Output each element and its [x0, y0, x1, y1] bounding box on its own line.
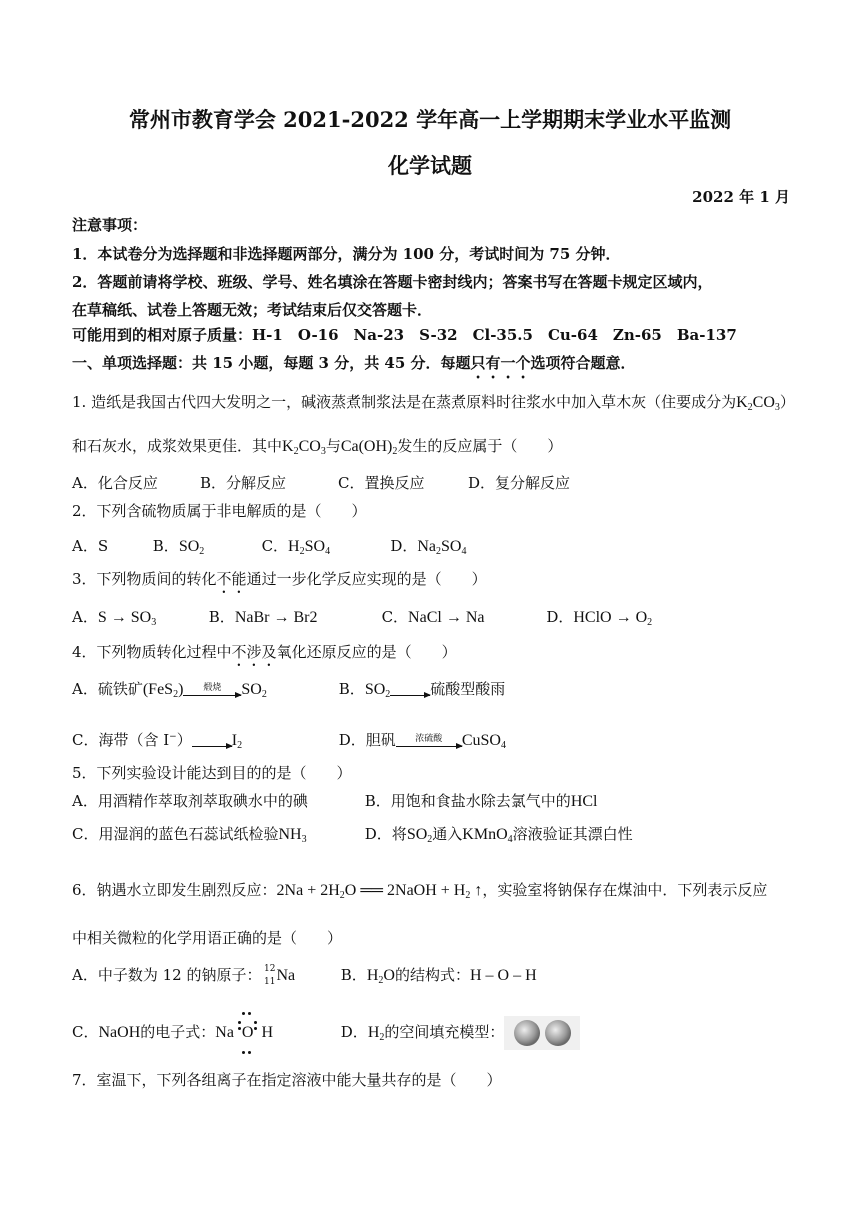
q6-option-b-label: B． [340, 966, 367, 984]
q4-stem [72, 641, 457, 670]
q3-option-d-label: D． [546, 608, 574, 626]
q6-option-b[interactable] [341, 962, 537, 994]
q4-option-c[interactable] [72, 722, 334, 761]
q6-options-row1 [72, 962, 537, 994]
q1-option-d[interactable]: D．复分解反应 [468, 474, 571, 492]
q4-option-b[interactable] [339, 674, 506, 710]
q5-formula-kmno4: KMnO$_4$ [462, 826, 513, 845]
q5-options-row1 [72, 790, 597, 813]
q1-line2-a: 和石灰水，成浆效果更佳．其中 [72, 437, 283, 455]
q1-option-b[interactable]: B．分解反应 [200, 474, 287, 492]
q6-option-c[interactable] [72, 1013, 336, 1052]
q6-option-b-mid: 的结构式： [394, 966, 470, 984]
q4-stem-a: 4．下列物质转化过程中 [72, 643, 232, 661]
q4-arrow-d-line [396, 746, 462, 747]
q2-options [72, 535, 466, 563]
q6-option-d-mid: 的空间填充模型： [384, 1023, 505, 1041]
q6-mass-number: 12 [264, 964, 276, 974]
q4-option-a-label: A．硫铁矿 [72, 680, 143, 698]
q4-formula-cuso4: CuSO$_4$ [461, 732, 506, 751]
h2-atom-left [514, 1020, 540, 1046]
q4-arrow-a-line [183, 695, 241, 696]
q3-option-a[interactable] [72, 606, 204, 634]
q2-stem: 2．下列含硫物质属于非电解质的是（ ） [72, 502, 367, 520]
q6-option-c-label: C． [72, 1023, 99, 1041]
q1-line2-b: 与 [325, 437, 341, 455]
q2-option-a[interactable]: A．S [72, 537, 109, 555]
q3-option-b[interactable] [209, 606, 377, 629]
q4-option-d-label: D．胆矾 [338, 731, 396, 749]
q6-option-a-label: A．中子数为 12 的钠原子： [72, 966, 262, 984]
q1-formula-k2co3-b: $K_2CO_3$ [282, 438, 326, 457]
q4-options-row1 [72, 674, 505, 710]
q3-option-b-label: B． [208, 608, 235, 626]
notes-item-1: 1．本试卷分为选择题和非选择题两部分，满分为 100 分，考试时间为 75 分钟． [72, 245, 621, 263]
q4-option-b-tail: 硫酸型酸雨 [430, 680, 506, 698]
q2-formula-so2: $SO_2$ [178, 538, 205, 557]
q4-option-c-tail: ） [176, 731, 192, 749]
q4-arrow-a-cond: 煅烧 [203, 683, 222, 693]
q5-formula-so2: $SO_2$ [406, 826, 433, 845]
q6-option-d[interactable] [341, 1013, 581, 1057]
q3-formula-d: HClO → $O_2$ [573, 609, 653, 628]
q6-option-c-mid: 的电子式： [140, 1023, 216, 1041]
q1-formula-caoh2: $Ca(OH)_2$ [340, 438, 398, 457]
q4-option-c-label: C．海带（含 I [72, 731, 170, 749]
q4-stem-emph: 不涉及 [231, 643, 277, 661]
q6-structure-h2o: H – O – H [469, 967, 537, 984]
section1-heading [72, 352, 636, 382]
q5-formula-nh3: $NH_3$ [278, 826, 307, 845]
q5-formula-hcl: HCl [570, 793, 598, 810]
q1-line2-c: 发生的反应属于（ ） [397, 437, 563, 455]
q3-stem-a: 3．下列物质间的转化 [72, 570, 217, 588]
q6-options-row2 [72, 1013, 580, 1057]
q4-iodide-charge: − [169, 732, 177, 742]
q5-option-a[interactable]: A．用酒精作萃取剂萃取碘水中的碘 [72, 792, 308, 810]
q6-formula-na: Na [276, 967, 296, 984]
q3-formula-b: NaBr → Br2 [234, 609, 318, 626]
q4-arrow-b-line [390, 695, 430, 696]
q1-option-c[interactable]: C．置换反应 [338, 474, 425, 492]
q3-stem-b: 通过一步化学反应实现的是（ ） [246, 570, 487, 588]
q4-arrow-c-line [192, 746, 232, 747]
section1-heading-emph: 只有一个 [470, 354, 531, 372]
q4-formula-so2-a: $SO_2$ [241, 681, 267, 700]
q5-options-row2 [72, 823, 633, 851]
q3-stem [72, 568, 487, 597]
q3-options [72, 606, 652, 634]
q2-option-c-label: C． [261, 537, 289, 555]
section1-heading-suffix: 选项符合题意． [530, 354, 636, 372]
q4-option-b-label: B． [338, 680, 365, 698]
q6-option-d-label: D． [340, 1023, 368, 1041]
q5-option-d-a: D．将 [364, 825, 407, 843]
q3-option-c[interactable] [382, 606, 542, 629]
notes-heading: 注意事项： [72, 216, 148, 234]
q3-formula-c: NaCl → Na [408, 609, 485, 626]
q2-formula-h2so4: $H_2SO_4$ [288, 538, 331, 557]
q6-equation: $2Na + 2H_2O$ ══ 2NaOH + $H_2$ ↑ [276, 882, 483, 901]
exam-subtitle: 化学试题 [388, 153, 472, 178]
q6-electron-oxygen: O [238, 1014, 258, 1052]
q4-arrow-d-cond: 浓硫酸 [415, 734, 443, 744]
q4-formula-i2: $I_2$ [231, 732, 243, 751]
q4-option-a[interactable] [72, 674, 334, 710]
q5-option-d-c: 溶液验证其漂白性 [512, 825, 633, 843]
q2-option-b-label: B． [152, 537, 179, 555]
q4-formula-so2-b: $SO_2$ [364, 681, 391, 700]
notes-item-2a: 2．答题前请将学校、班级、学号、姓名填涂在答题卡密封线内；答案书写在答题卡规定区域内， [72, 273, 713, 291]
q1-line1-text: 1. 造纸是我国古代四大发明之一，碱液蒸煮制浆法是在蒸煮原料时往浆水中加入草木灰（住要成分为 [72, 393, 737, 411]
q6-option-a[interactable] [72, 962, 336, 989]
q5-option-c-label: C．用湿润的蓝色石蕊试纸检验 [72, 825, 279, 843]
h2-space-filling-model-image [504, 1016, 580, 1050]
q5-option-b[interactable] [365, 790, 598, 813]
q7-stem: 7．室温下，下列各组离子在指定溶液中能大量共存的是（ ） [72, 1071, 502, 1089]
q4-formula-fes2: (FeS$_2$) [142, 681, 184, 700]
q4-option-d[interactable] [339, 725, 506, 761]
q3-formula-a: $S \to SO_3$ [97, 609, 157, 628]
exam-title: 常州市教育学会 2021-2022 学年高一上学期期末学业水平监测 [128, 107, 732, 132]
q6-line2: 中相关微粒的化学用语正确的是（ ） [72, 929, 343, 947]
section1-heading-prefix: 一、单项选择题：共 15 小题，每题 3 分，共 45 分．每题 [72, 354, 471, 372]
q6-electron-formula: Na O H [215, 1024, 273, 1041]
q4-stem-b: 氧化还原反应的是（ ） [276, 643, 457, 661]
q5-option-c[interactable] [72, 823, 360, 851]
exam-date: 2022 年 1 月 [692, 188, 790, 206]
q1-line2 [72, 435, 562, 463]
q1-formula-k2co3: $K_2CO_3$ [736, 394, 780, 413]
q6-formula-naoh: NaOH [98, 1024, 141, 1041]
q6-atomic-number: 11 [264, 977, 276, 987]
q3-option-a-label: A． [72, 608, 98, 626]
q1-options [72, 472, 570, 494]
q2-option-d-label: D． [390, 537, 418, 555]
q3-option-d[interactable] [546, 606, 652, 634]
q6-nuclide-prefix [261, 964, 275, 988]
q6-line1-b: ，实验室将钠保存在煤油中．下列表示反应 [482, 881, 768, 899]
q2-formula-na2so4: $Na_2SO_4$ [417, 538, 467, 557]
q3-stem-emph: 不能 [216, 570, 247, 588]
atomic-masses: 可能用到的相对原子质量：H-1 O-16 Na-23 S-32 Cl-35.5 Cu-64 Zn-65 Ba-137 [72, 326, 737, 344]
q6-line1 [72, 879, 767, 907]
q2-option-d[interactable] [390, 535, 466, 563]
q6-formula-h2: $H_2$ [367, 1024, 385, 1043]
q5-option-b-label: B．用饱和食盐水除去氯气中的 [364, 792, 571, 810]
q4-arrow-d [396, 735, 462, 747]
q5-stem: 5．下列实验设计能达到目的的是（ ） [72, 764, 352, 782]
notes-item-2b: 在草稿纸、试卷上答题无效；考试结束后仅交答题卡． [72, 301, 433, 319]
q5-option-d-b: 通入 [432, 825, 463, 843]
q1-line1: 1. 造纸是我国古代四大发明之一，碱液蒸煮制浆法是在蒸煮原料时往浆水中加入草木灰（住要成分为$K_2CO_3$） [72, 393, 795, 413]
q5-option-d[interactable] [365, 823, 633, 851]
q2-option-b[interactable] [153, 535, 257, 563]
q2-option-c[interactable] [262, 535, 386, 563]
q6-formula-h2o: $H_2O$ [366, 967, 395, 986]
q3-option-c-label: C． [381, 608, 409, 626]
q1-option-a[interactable]: A．化合反应 [72, 474, 158, 492]
q4-arrow-b [390, 684, 430, 696]
h2-atom-right [545, 1020, 571, 1046]
q4-arrow-a [183, 684, 241, 696]
q6-line1-a: 6．钠遇水立即发生剧烈反应： [72, 881, 277, 899]
q4-options-row2 [72, 722, 506, 761]
q4-arrow-c [192, 735, 232, 747]
